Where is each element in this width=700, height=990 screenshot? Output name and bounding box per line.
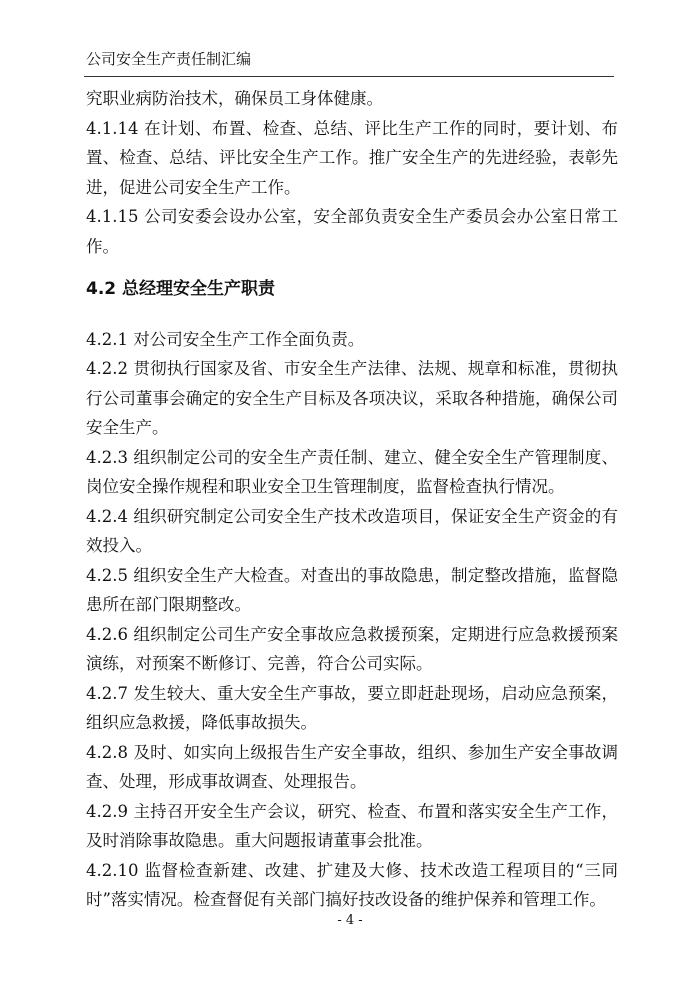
section-heading: 4.2 总经理安全生产职责 [86, 279, 276, 299]
paragraph: 4.2.10 监督检查新建、改建、扩建及大修、技术改造工程项目的“三同时”落实情况。检查督促有关部门搞好技改设备的维护保养和管理工作。 [86, 860, 618, 909]
paragraph: 4.2.7 发生较大、重大安全生产事故，要立即赶赴现场，启动应急预案，组织应急救援，降低事故损失。 [86, 683, 618, 732]
header-divider [84, 76, 614, 77]
paragraph: 4.2.8 及时、如实向上级报告生产安全事故，组织、参加生产安全事故调查、处理，形成事故调查、处理报告。 [86, 742, 618, 791]
page-number: - 4 - [337, 913, 363, 928]
paragraph: 4.2.1 对公司安全生产工作全面负责。 [86, 329, 365, 349]
paragraph: 4.2.6 组织制定公司生产安全事故应急救援预案，定期进行应急救援预案演练，对预案不断修订、完善，符合公司实际。 [86, 624, 618, 673]
paragraph: 4.2.3 组织制定公司的安全生产责任制、建立、健全安全生产管理制度、岗位安全操作规程和职业安全卫生管理制度，监督检查执行情况。 [86, 447, 618, 496]
paragraph: 4.2.2 贯彻执行国家及省、市安全生产法律、法规、规章和标准，贯彻执行公司董事会确定的安全生产目标及各项决议，采取各种措施，确保公司安全生产。 [86, 359, 618, 437]
paragraph: 究职业病防治技术，确保员工身体健康。 [86, 89, 383, 108]
paragraph: 4.1.15 公司安委会设办公室，安全部负责安全生产委员会办公室日常工作。 [86, 207, 618, 256]
paragraph: 4.2.5 组织安全生产大检查。对查出的事故隐患，制定整改措施，监督隐患所在部门限期整改。 [86, 565, 618, 614]
page-header-title: 公司安全生产责任制汇编 [86, 50, 252, 68]
paragraph: 4.2.9 主持召开安全生产会议，研究、检查、布置和落实安全生产工作，及时消除事故隐患。重大问题报请董事会批准。 [86, 801, 618, 850]
document-body [86, 84, 618, 915]
paragraph: 4.1.14 在计划、布置、检查、总结、评比生产工作的同时，要计划、布置、检查、总结、评比安全生产工作。推广安全生产的先进经验，表彰先进，促进公司安全生产工作。 [86, 118, 618, 197]
paragraph: 4.2.4 组织研究制定公司安全生产技术改造项目，保证安全生产资金的有效投入。 [86, 506, 618, 555]
